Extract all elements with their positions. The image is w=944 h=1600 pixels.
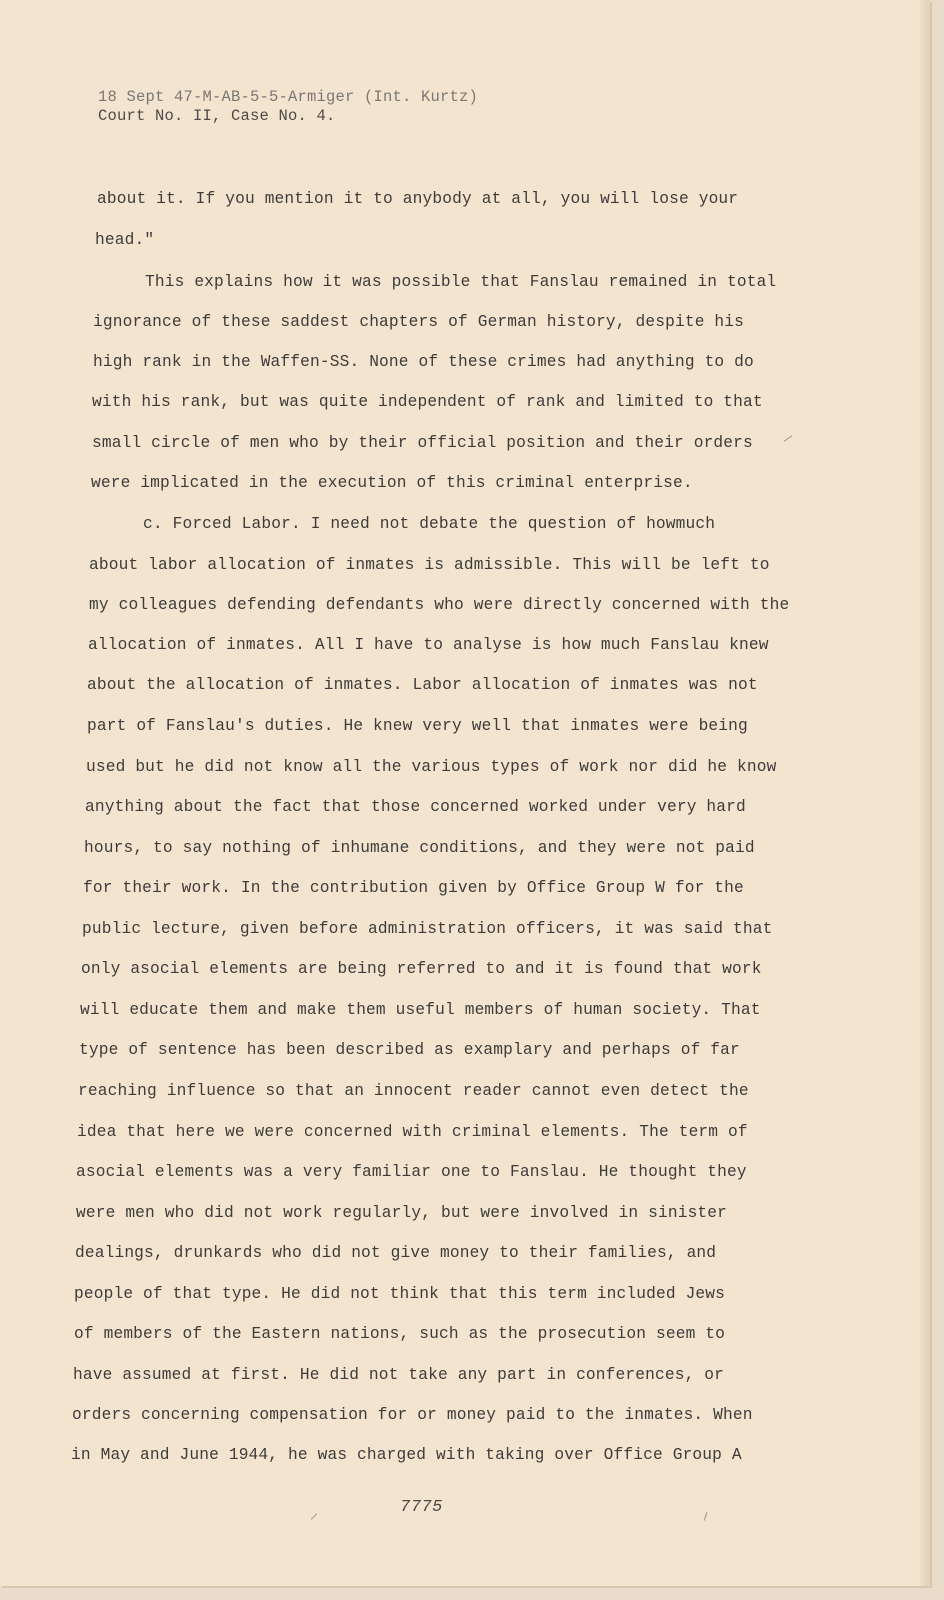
text-line: with his rank, but was quite independent of rank and limited to that bbox=[92, 393, 763, 411]
text-line: anything about the fact that those concerned worked under very hard bbox=[85, 798, 746, 816]
text-line: idea that here we were concerned with criminal elements. The term of bbox=[77, 1123, 748, 1141]
text-line: about labor allocation of inmates is admissible. This will be left to bbox=[89, 556, 770, 574]
text-line: small circle of men who by their official position and their orders bbox=[92, 434, 753, 452]
text-line: for their work. In the contribution given by Office Group W for the bbox=[83, 879, 744, 897]
text-line: This explains how it was possible that Fanslau remained in total bbox=[145, 273, 777, 291]
text-line: used but he did not know all the various types of work nor did he know bbox=[86, 758, 777, 776]
text-line: hours, to say nothing of inhumane conditions, and they were not paid bbox=[84, 839, 755, 857]
header-court-line: Court No. II, Case No. 4. bbox=[98, 107, 336, 125]
text-line: were implicated in the execution of this criminal enterprise. bbox=[91, 474, 693, 492]
text-line: in May and June 1944, he was charged with taking over Office Group A bbox=[71, 1446, 742, 1464]
text-line: public lecture, given before administration officers, it was said that bbox=[82, 920, 773, 938]
text-line: asocial elements was a very familiar one to Fanslau. He thought they bbox=[76, 1163, 747, 1181]
text-line: only asocial elements are being referred to and it is found that work bbox=[81, 960, 762, 978]
text-line: allocation of inmates. All I have to analyse is how much Fanslau knew bbox=[88, 636, 769, 654]
text-line: people of that type. He did not think that this term included Jews bbox=[74, 1285, 726, 1303]
text-line: about the allocation of inmates. Labor allocation of inmates was not bbox=[87, 676, 758, 694]
text-line: about it. If you mention it to anybody at all, you will lose your bbox=[97, 190, 739, 208]
text-line: were men who did not work regularly, but were involved in sinister bbox=[76, 1204, 728, 1222]
text-line: part of Fanslau's duties. He knew very well that inmates were being bbox=[87, 717, 748, 735]
text-line: have assumed at first. He did not take any part in conferences, or bbox=[73, 1366, 725, 1384]
text-line: my colleagues defending defendants who were directly concerned with the bbox=[89, 596, 790, 614]
text-line: will educate them and make them useful members of human society. That bbox=[80, 1001, 761, 1019]
header-reference-line: 18 Sept 47-M-AB-5-5-Armiger (Int. Kurtz) bbox=[98, 88, 479, 106]
text-line: dealings, drunkards who did not give money to their families, and bbox=[75, 1244, 717, 1262]
text-line: type of sentence has been described as examplary and perhaps of far bbox=[79, 1041, 740, 1059]
text-line: c. Forced Labor. I need not debate the question of howmuch bbox=[143, 515, 716, 533]
page-number: 7775 bbox=[400, 1498, 443, 1517]
text-line: orders concerning compensation for or money paid to the inmates. When bbox=[72, 1406, 753, 1424]
text-line: of members of the Eastern nations, such as the prosecution seem to bbox=[74, 1325, 726, 1343]
text-line: high rank in the Waffen-SS. None of these crimes had anything to do bbox=[93, 353, 754, 371]
text-line: reaching influence so that an innocent reader cannot even detect the bbox=[78, 1082, 749, 1100]
text-line: head." bbox=[95, 231, 155, 249]
text-line: ignorance of these saddest chapters of German history, despite his bbox=[93, 313, 745, 331]
